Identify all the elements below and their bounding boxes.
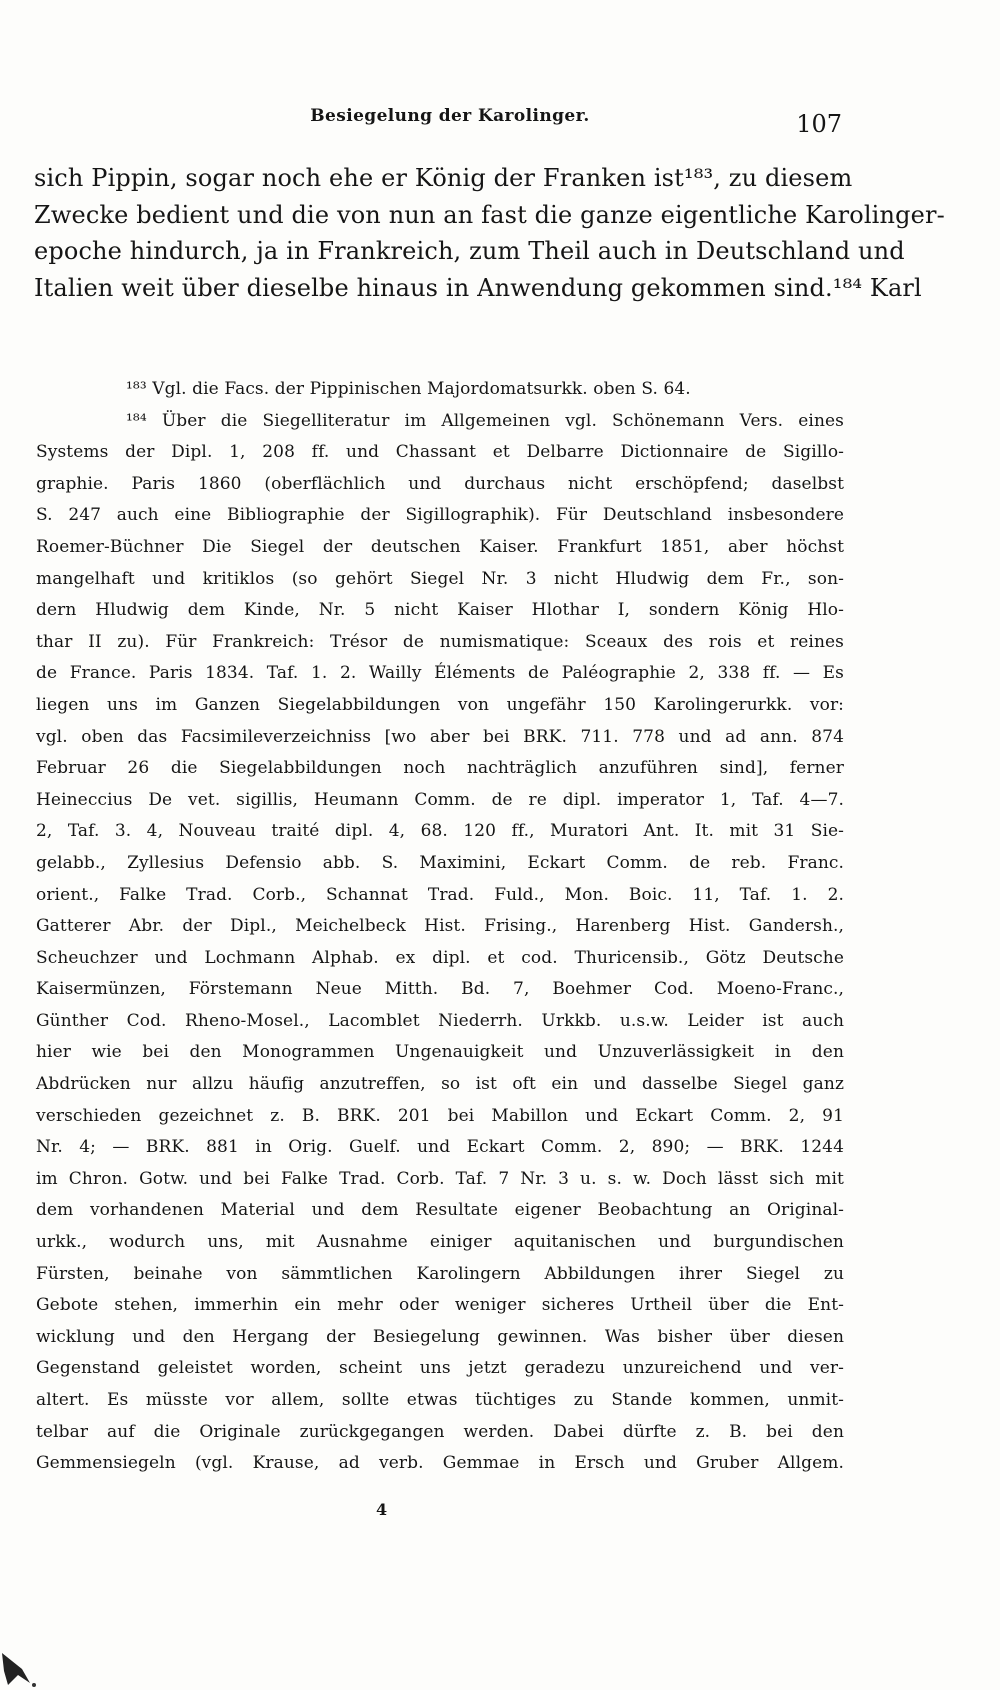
- running-header: [60, 106, 840, 126]
- footnote-184-line: urkk., wodurch uns, mit Ausnahme einiger aquitanischen und burgundischen: [36, 1232, 844, 1253]
- footnote-184-line: Kaisermünzen, Förstemann Neue Mitth. Bd. 7, Boehmer Cod. Moeno-Franc.,: [36, 979, 844, 1000]
- signature-mark: 4: [376, 1500, 388, 1519]
- footnote-184-line: wicklung und den Hergang der Besiegelung gewinnen. Was bisher über diesen: [36, 1326, 844, 1347]
- footnote-184-line: 2, Taf. 3. 4, Nouveau traité dipl. 4, 68. 120 ff., Muratori Ant. It. mit 31 Sie-: [36, 821, 844, 842]
- footnote-184-line: Günther Cod. Rheno-Mosel., Lacomblet Niederrh. Urkkb. u.s.w. Leider ist auch: [36, 1010, 844, 1031]
- footnote-184-line: Gebote stehen, immerhin ein mehr oder weniger sicheres Urtheil über die Ent-: [36, 1295, 844, 1316]
- footnote-184-line: Nr. 4; — BRK. 881 in Orig. Guelf. und Eckart Comm. 2, 890; — BRK. 1244: [36, 1137, 844, 1158]
- main-line: Zwecke bedient und die von nun an fast die ganze eigentliche Karolinger-: [34, 200, 945, 229]
- footnote-184-line: vgl. oben das Facsimileverzeichniss [wo aber bei BRK. 711. 778 und ad ann. 874: [36, 726, 844, 747]
- main-text: [34, 160, 945, 306]
- footnote-184-line: Heineccius De vet. sigillis, Heumann Comm. de re dipl. imperator 1, Taf. 4—7.: [36, 789, 844, 810]
- footnote-184-line: Februar 26 die Siegelabbildungen noch nachträglich anzuführen sind], ferner: [36, 758, 844, 779]
- footnote-184-line: Systems der Dipl. 1, 208 ff. und Chassant et Delbarre Dictionnaire de Sigillo-: [36, 442, 844, 463]
- footnote-184-line: altert. Es müsste vor allem, sollte etwas tüchtiges zu Stande kommen, unmit-: [36, 1390, 844, 1410]
- footnote-184-line: de France. Paris 1834. Taf. 1. 2. Wailly Éléments de Paléographie 2, 338 ff. — Es: [36, 663, 844, 684]
- footnote-184-line: im Chron. Gotw. und bei Falke Trad. Corb. Taf. 7 Nr. 3 u. s. w. Doch lässt sich mit: [36, 1168, 844, 1189]
- footnote-184-line: mangelhaft und kritiklos (so gehört Siegel Nr. 3 nicht Hludwig dem Fr., son-: [36, 568, 844, 589]
- footnote-184-line: Fürsten, beinahe von sämmtlichen Karolingern Abbildungen ihrer Siegel zu: [36, 1263, 844, 1284]
- main-line: Italien weit über dieselbe hinaus in Anwendung gekommen sind.¹⁸⁴ Karl: [34, 273, 922, 302]
- footnote-184-line: Abdrücken nur allzu häufig anzutreffen, so ist oft ein und dasselbe Siegel ganz: [36, 1074, 844, 1095]
- footnote-184-line: Gatterer Abr. der Dipl., Meichelbeck Hist. Frising., Harenberg Hist. Gandersh.,: [36, 916, 844, 937]
- main-line: epoche hindurch, ja in Frankreich, zum Theil auch in Deutschland und: [34, 237, 905, 265]
- footnote-183: ¹⁸³ Vgl. die Facs. der Pippinischen Majordomatsurkk. oben S. 64.: [126, 379, 691, 399]
- footnote-184-line: S. 247 auch eine Bibliographie der Sigillographik). Für Deutschland insbesondere: [36, 505, 844, 526]
- footnote-184-line: ¹⁸⁴ Über die Siegelliteratur im Allgemeinen vgl. Schönemann Vers. eines: [126, 410, 844, 431]
- footnote-184-line: dern Hludwig dem Kinde, Nr. 5 nicht Kaiser Hlothar I, sondern König Hlo-: [36, 600, 844, 621]
- main-line: sich Pippin, sogar noch ehe er König der Franken ist¹⁸³, zu diesem: [34, 164, 853, 192]
- footnote-184-line: Roemer-Büchner Die Siegel der deutschen Kaiser. Frankfurt 1851, aber höchst: [36, 536, 844, 557]
- footnote-184-line: Gegenstand geleistet worden, scheint uns jetzt geradezu unzureichend und ver-: [36, 1358, 844, 1379]
- footnote-184-line: orient., Falke Trad. Corb., Schannat Trad. Fuld., Mon. Boic. 11, Taf. 1. 2.: [36, 884, 844, 905]
- footnotes: [36, 374, 844, 1480]
- page-number: 107: [796, 110, 842, 138]
- footnote-184-line: hier wie bei den Monogrammen Ungenauigkeit und Unzuverlässigkeit in den: [36, 1042, 844, 1063]
- footnote-184-line: gelabb., Zyllesius Defensio abb. S. Maximini, Eckart Comm. de reb. Franc.: [36, 852, 844, 873]
- footnote-184-line: telbar auf die Originale zurückgegangen werden. Dabei dürfte z. B. bei den: [36, 1421, 844, 1442]
- footnote-184-line: liegen uns im Ganzen Siegelabbildungen von ungefähr 150 Karolingerurkk. vor:: [36, 694, 844, 715]
- footnote-184-line: verschieden gezeichnet z. B. BRK. 201 bei Mabillon und Eckart Comm. 2, 91: [36, 1105, 844, 1126]
- footnote-184-line: Gemmensiegeln (vgl. Krause, ad verb. Gemmae in Ersch und Gruber Allgem.: [36, 1453, 844, 1474]
- footnote-184-line: dem vorhandenen Material und dem Resultate eigener Beobachtung an Original-: [36, 1200, 844, 1221]
- ink-smudge: [0, 1645, 40, 1690]
- footnote-184-line: thar II zu). Für Frankreich: Trésor de numismatique: Sceaux des rois et reines: [36, 631, 844, 652]
- header-title: Besiegelung der Karolinger.: [310, 106, 590, 126]
- footnote-184-line: Scheuchzer und Lochmann Alphab. ex dipl. et cod. Thuricensib., Götz Deutsche: [36, 947, 844, 968]
- footnote-184-line: graphie. Paris 1860 (oberflächlich und durchaus nicht erschöpfend; daselbst: [36, 473, 844, 494]
